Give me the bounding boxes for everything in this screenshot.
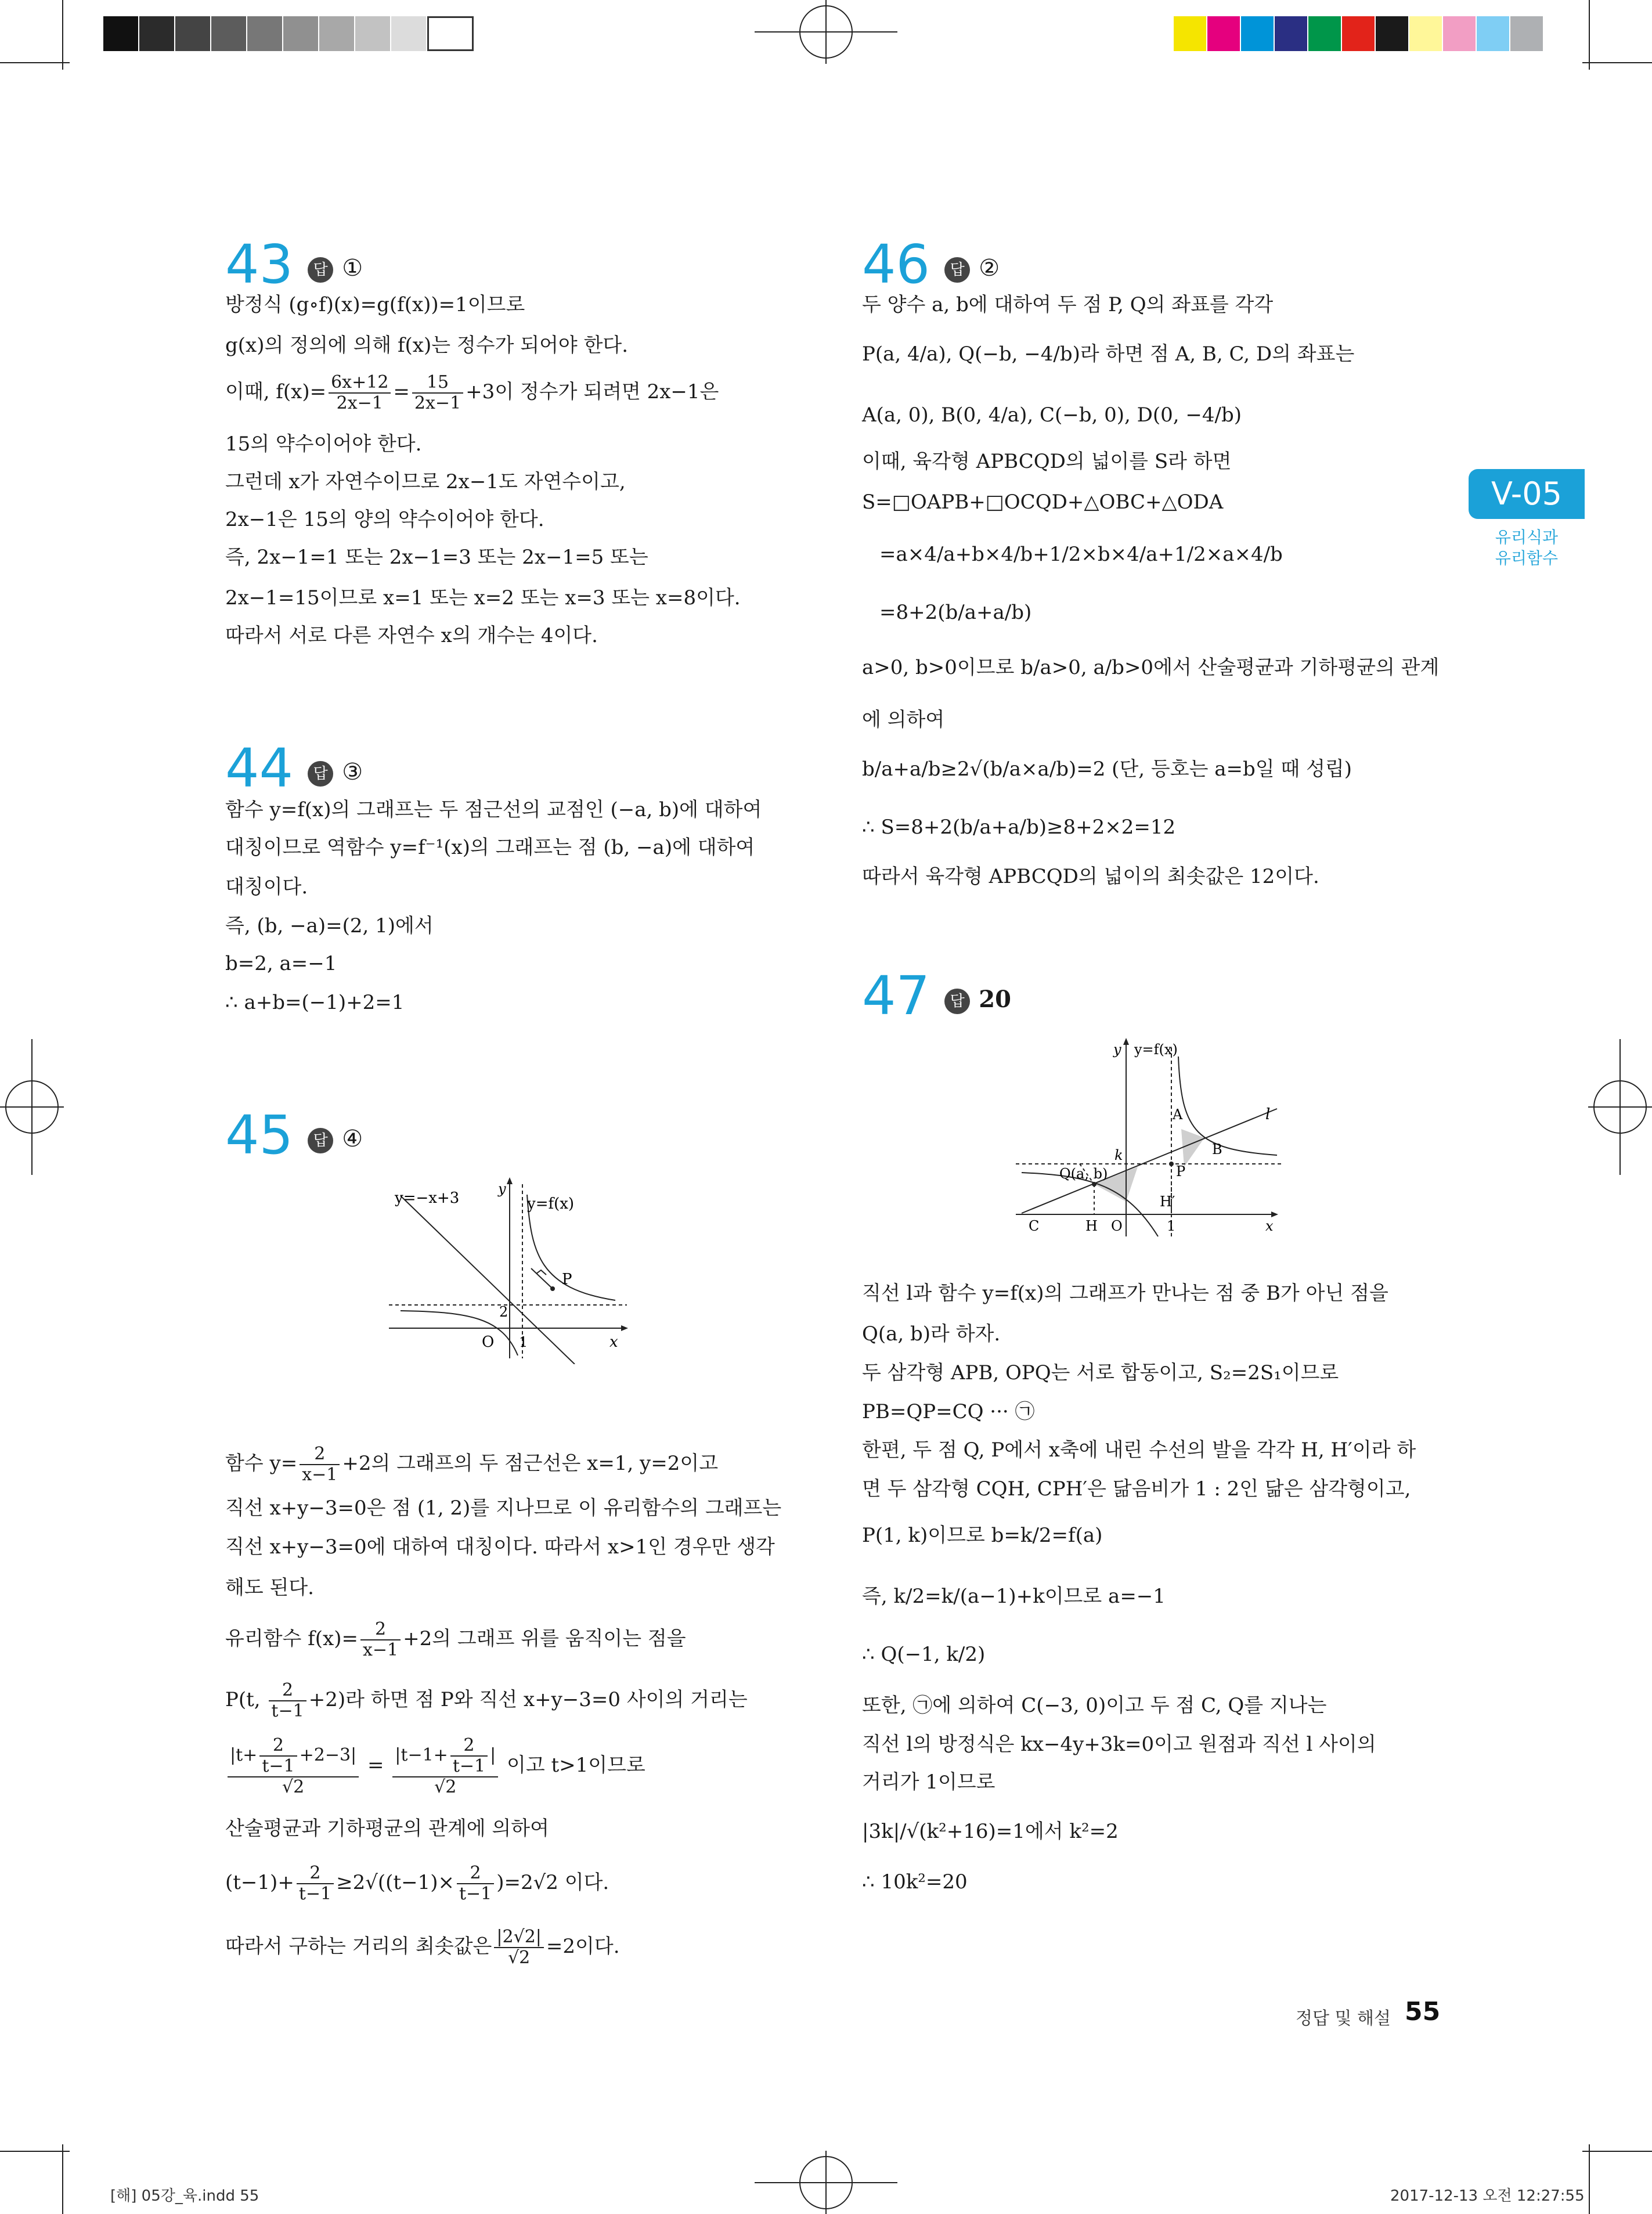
text-line: 2x−1은 15의 양의 약수이어야 한다. (225, 508, 544, 531)
answer-badge: 답 (944, 257, 970, 283)
text-line: 대칭이다. (225, 875, 308, 899)
text-line: 즉, k/2=k/(a−1)+k이므로 a=−1 (862, 1585, 1166, 1608)
text-line: 한편, 두 점 Q, P에서 x축에 내린 수선의 발을 각각 H, H′이라 하 (862, 1438, 1416, 1462)
text-line: 그런데 x가 자연수이므로 2x−1도 자연수이고, (225, 470, 626, 493)
problem-number: 45 (225, 1104, 294, 1166)
text-line: (t−1)+ $\frac{2}{t-1}$ ≥2√((t−1)× $\frac{2}{t-1}$ )=2√2 이다. (225, 1863, 609, 1904)
text-line: 따라서 육각형 APBCQD의 넓이의 최솟값은 12이다. (862, 865, 1319, 888)
text-line: 2x−1=15이므로 x=1 또는 x=2 또는 x=3 또는 x=8이다. (225, 586, 741, 610)
text-line: 15의 약수이어야 한다. (225, 432, 422, 456)
text-line: |t+ $\frac{2}{t-1}$ +2−3| √2 = |t−1+ $\frac{2}{t-1}$ | √2 이고 t>1이므로 (225, 1736, 645, 1797)
problem-44-header (225, 737, 363, 799)
label-l: l (1265, 1106, 1271, 1123)
text-line: S=□OAPB+□OCQD+△OBC+△ODA (862, 491, 1224, 514)
label-a: A (1173, 1106, 1183, 1123)
answer-badge: 답 (308, 761, 333, 787)
text-line: P(a, 4/a), Q(−b, −4/b)라 하면 점 A, B, C, D의 좌표는 (862, 342, 1355, 366)
text-line: P(1, k)이므로 b=k/2=f(a) (862, 1524, 1103, 1547)
text-line: 즉, 2x−1=1 또는 2x−1=3 또는 2x−1=5 또는 (225, 546, 648, 569)
problem-45-header (225, 1104, 363, 1166)
text-line: ∴ a+b=(−1)+2=1 (225, 991, 405, 1014)
point-p (550, 1286, 555, 1291)
problem-number: 43 (225, 233, 294, 295)
text-line: 해도 된다. (225, 1576, 314, 1599)
label-b: B (1212, 1141, 1222, 1158)
text-line: 따라서 서로 다른 자연수 x의 개수는 4이다. (225, 624, 598, 647)
problem-46-header (862, 233, 1000, 295)
label-k: k (1114, 1147, 1123, 1163)
print-timestamp: 2017-12-13 오전 12:27:55 (1390, 2187, 1585, 2205)
label-q: Q(a, b) (1059, 1166, 1108, 1182)
answer-value: 20 (979, 986, 1011, 1013)
text-line: |3k|/√(k²+16)=1에서 k²=2 (862, 1820, 1119, 1843)
chapter-tab: V-05 (1469, 469, 1585, 519)
label-y: y (1113, 1041, 1121, 1058)
text-line: 면 두 삼각형 CQH, CPH′은 닮음비가 1 : 2인 닮은 삼각형이고, (862, 1477, 1411, 1501)
text-line: =a×4/a+b×4/b+1/2×b×4/a+1/2×a×4/b (879, 543, 1283, 566)
label-y: y (498, 1181, 506, 1197)
problem-number: 44 (225, 737, 294, 799)
text-line: b=2, a=−1 (225, 952, 337, 975)
text-line: 이때, f(x)= $\frac{6x+12}{2x-1}$ = $\frac{15}{2x-1}$ +3이 정수가 되려면 2x−1은 (225, 372, 719, 413)
text-line: 직선 x+y−3=0에 대하여 대칭이다. 따라서 x>1인 경우만 생각 (225, 1535, 775, 1559)
label-x: x (1265, 1218, 1274, 1234)
page-number: 55 (1405, 1997, 1441, 2027)
line-l (1022, 1109, 1277, 1213)
label-2: 2 (499, 1304, 508, 1320)
text-line: g(x)의 정의에 의해 f(x)는 정수가 되어야 한다. (225, 334, 629, 357)
text-line: 이때, 육각형 APBCQD의 넓이를 S라 하면 (862, 450, 1232, 473)
text-line: 에 의하여 (862, 708, 945, 731)
text-line: 거리가 1이므로 (862, 1771, 995, 1794)
text-line: 직선 x+y−3=0은 점 (1, 2)를 지나므로 이 유리함수의 그래프는 (225, 1497, 782, 1520)
text-line: 직선 l과 함수 y=f(x)의 그래프가 만나는 점 중 B가 아닌 점을 (862, 1282, 1388, 1305)
answer-value: ④ (342, 1126, 363, 1152)
text-line: PB=QP=CQ ··· ㉠ (862, 1400, 1035, 1423)
label-f: y=f(x) (527, 1195, 575, 1213)
answer-badge: 답 (308, 1128, 333, 1153)
text-line: ∴ 10k²=20 (862, 1870, 968, 1894)
chapter-tab-sub1: 유리식과 (1495, 528, 1559, 547)
answer-value: ③ (342, 759, 363, 785)
label-h: H (1085, 1218, 1098, 1234)
label-line: y=−x+3 (395, 1189, 460, 1207)
problem-43-header (225, 233, 363, 295)
problem-number: 46 (862, 233, 930, 295)
label-h-prime: H′ (1160, 1193, 1175, 1210)
label-x: x (609, 1333, 618, 1351)
text-line: =8+2(b/a+a/b) (879, 601, 1032, 624)
answer-badge: 답 (308, 257, 333, 283)
text-line: 또한, ㉠에 의하여 C(−3, 0)이고 두 점 C, Q를 지나는 (862, 1694, 1327, 1717)
graph-45 (383, 1173, 633, 1364)
label-p: P (1176, 1163, 1186, 1180)
chapter-tab-sub2: 유리함수 (1495, 549, 1559, 568)
text-line: b/a+a/b≥2√(b/a×a/b)=2 (단, 등호는 a=b일 때 성립) (862, 758, 1352, 781)
problem-number: 47 (862, 965, 930, 1027)
text-line: Q(a, b)라 하자. (862, 1322, 1001, 1346)
text-line: 대칭이므로 역함수 y=f⁻¹(x)의 그래프는 점 (b, −a)에 대하여 (225, 836, 755, 859)
answer-badge: 답 (944, 989, 970, 1014)
text-line: 함수 y=f(x)의 그래프는 두 점근선의 교점인 (−a, b)에 대하여 (225, 798, 762, 821)
label-f: y=f(x) (1134, 1041, 1178, 1058)
text-line: A(a, 0), B(0, 4/a), C(−b, 0), D(0, −4/b) (862, 403, 1242, 427)
answer-value: ② (979, 255, 1000, 282)
label-1: 1 (519, 1334, 528, 1350)
label-o: O (1111, 1218, 1123, 1234)
answer-value: ① (342, 255, 363, 282)
label-1: 1 (1167, 1218, 1176, 1234)
text-line: a>0, b>0이므로 b/a>0, a/b>0에서 산술평균과 기하평균의 관계 (862, 656, 1440, 679)
label-o: O (482, 1333, 495, 1351)
text-line: 두 양수 a, b에 대하여 두 점 P, Q의 좌표를 각각 (862, 293, 1274, 316)
text-line: 직선 l의 방정식은 kx−4y+3k=0이고 원점과 직선 l 사이의 (862, 1733, 1376, 1756)
text-line: 함수 y= $\frac{2}{x-1}$ +2의 그래프의 두 점근선은 x=1, y=2이고 (225, 1444, 719, 1485)
text-line: ∴ Q(−1, k/2) (862, 1643, 986, 1666)
label-p: P (562, 1271, 572, 1288)
text-line: P(t, $\frac{2}{t-1}$ +2)라 하면 점 P와 직선 x+y−3=0 사이의 거리는 (225, 1680, 748, 1721)
text-line: 즉, (b, −a)=(2, 1)에서 (225, 914, 434, 937)
text-line: 유리함수 f(x)= $\frac{2}{x-1}$ +2의 그래프 위를 움직이는 점을 (225, 1619, 686, 1660)
text-line: 방정식 (g∘f)(x)=g(f(x))=1이므로 (225, 293, 525, 316)
text-line: 두 삼각형 APB, OPQ는 서로 합동이고, S₂=2S₁이므로 (862, 1361, 1339, 1384)
text-line: ∴ S=8+2(b/a+a/b)≥8+2×2=12 (862, 816, 1176, 839)
text-line: 산술평균과 기하평균의 관계에 의하여 (225, 1817, 549, 1840)
footer-page-label: 정답 및 해설 (1296, 2009, 1391, 2029)
file-info: [해] 05강_육.indd 55 (110, 2187, 259, 2205)
text-line: 따라서 구하는 거리의 최솟값은 $\frac{|2√2|}{√2}$ =2이다. (225, 1927, 620, 1968)
problem-47-header (862, 965, 1011, 1027)
label-c: C (1029, 1218, 1040, 1234)
graph-47 (1004, 1033, 1294, 1242)
